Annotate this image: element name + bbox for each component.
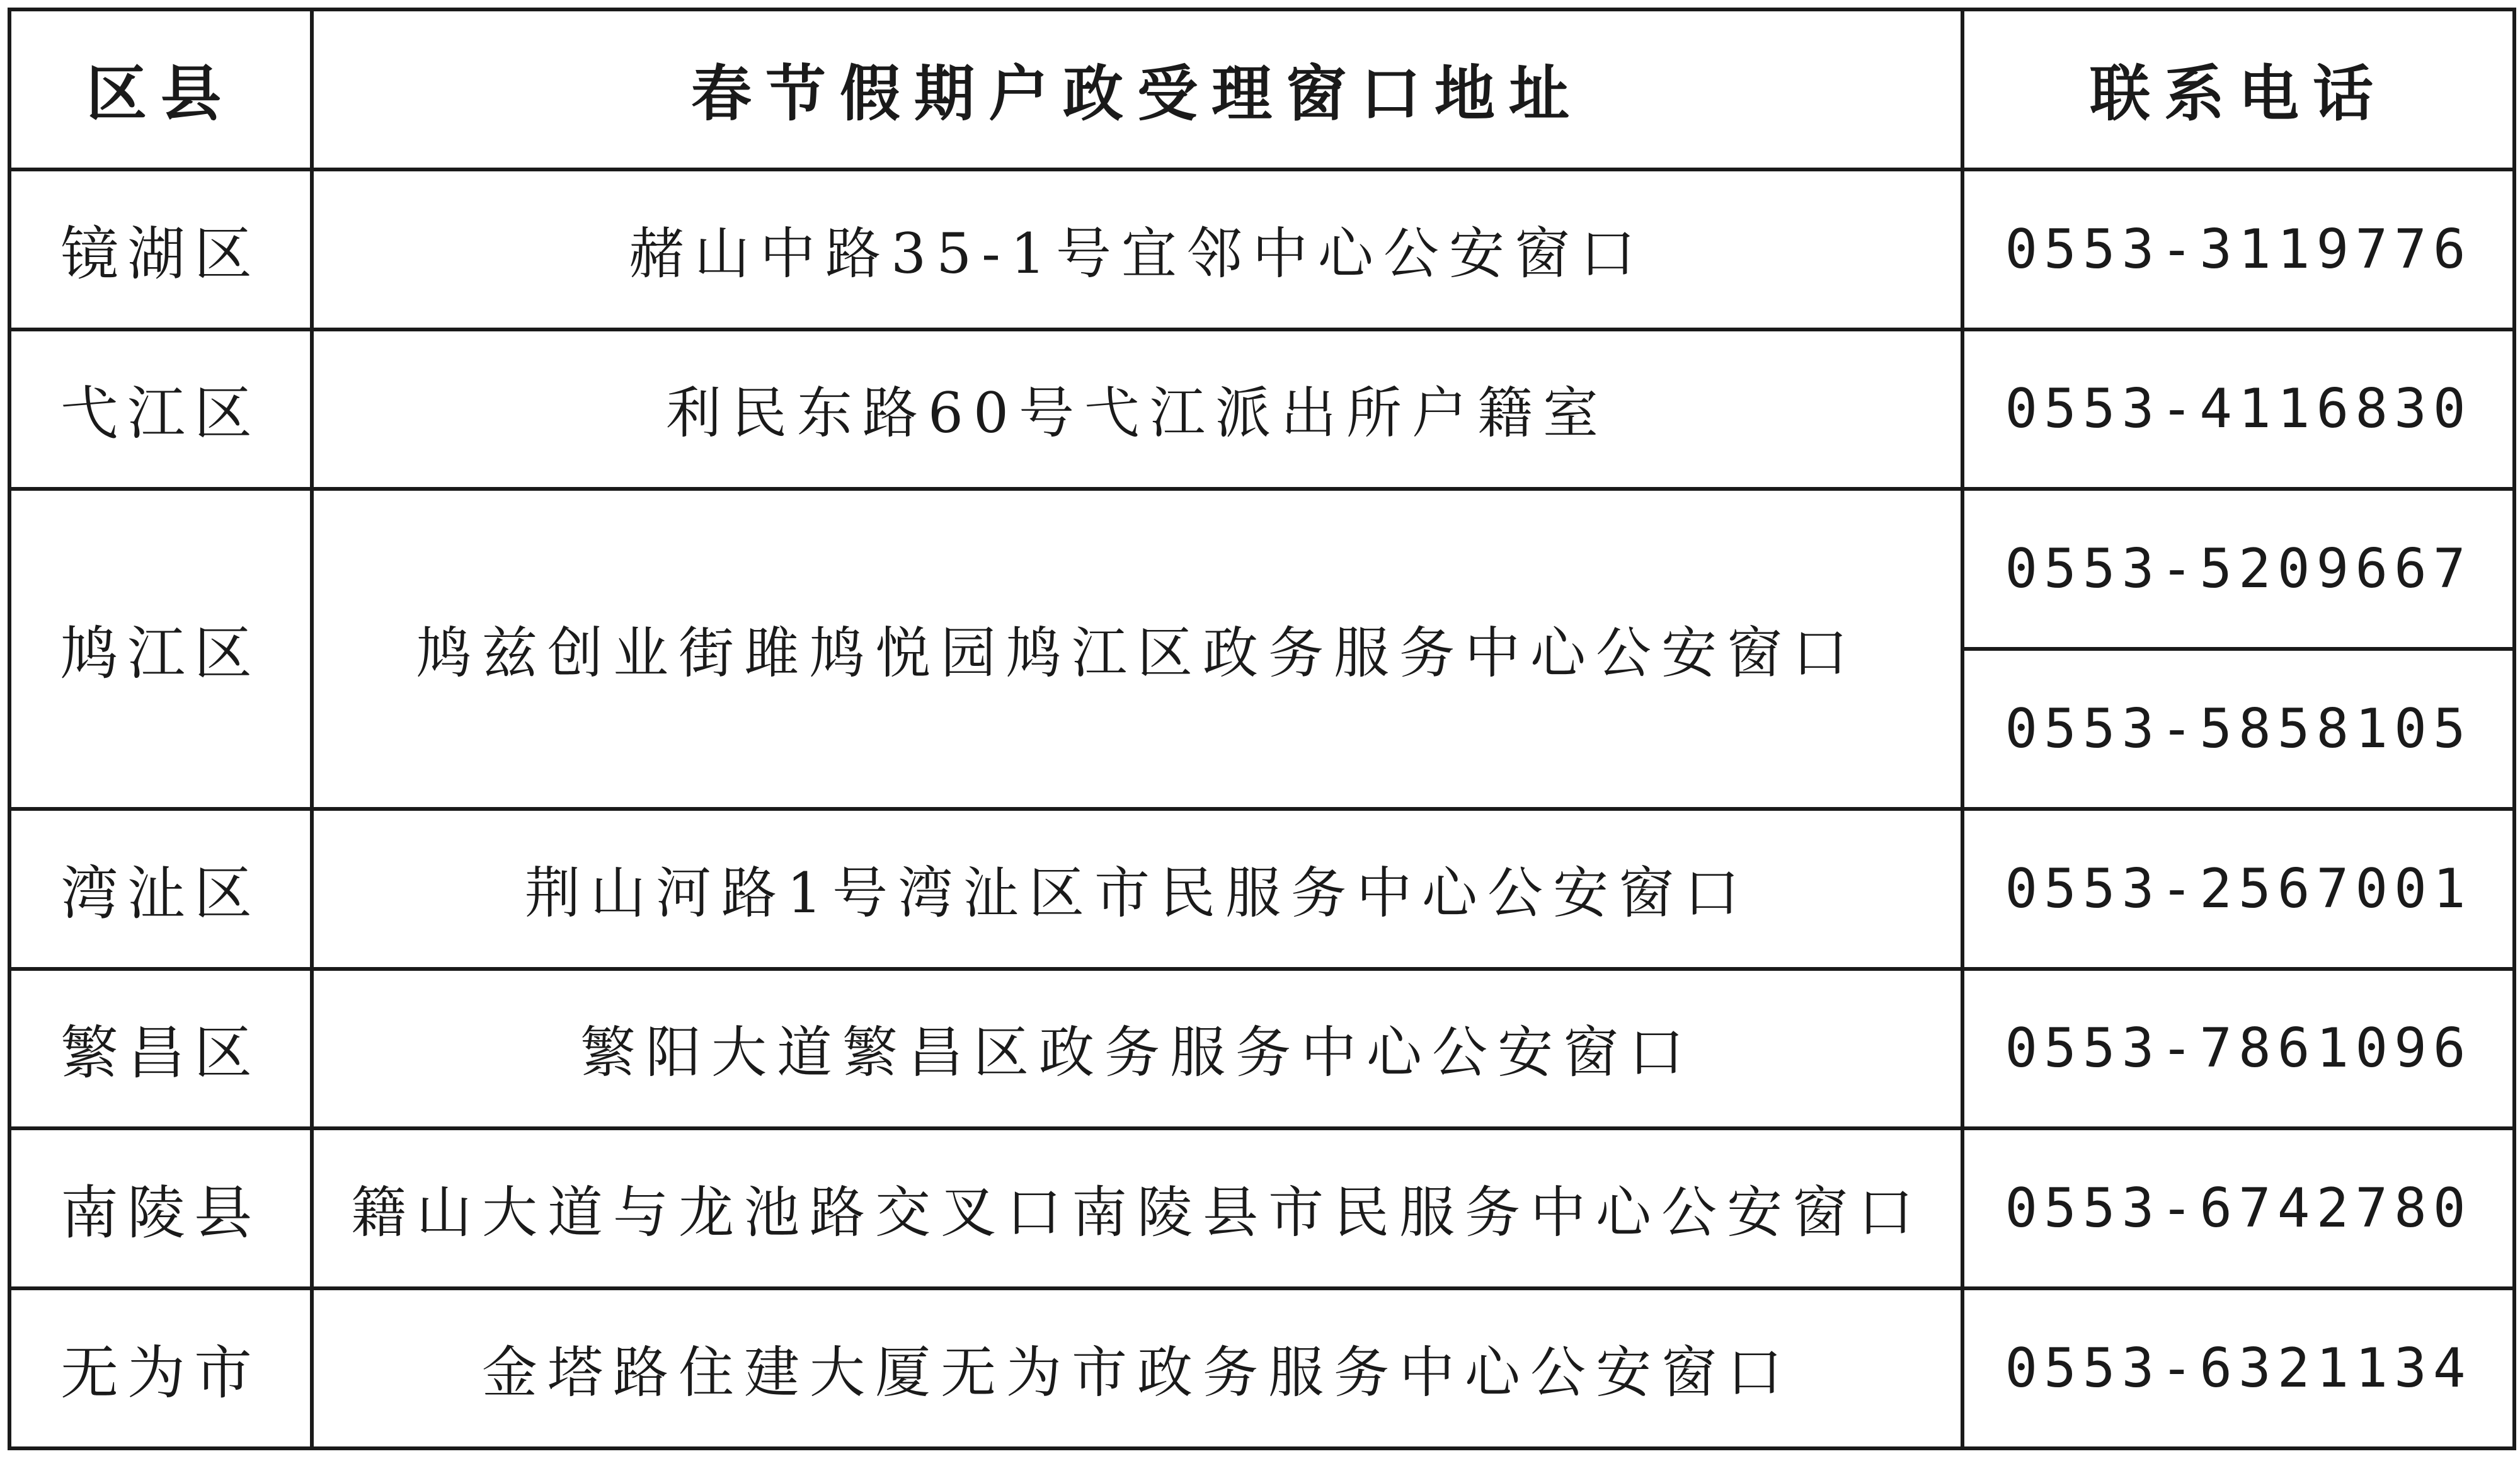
table-row <box>9 329 2514 490</box>
phone-cell: 0553-7861096 <box>1962 969 2514 1129</box>
district-cell: 鸠江区 <box>9 489 312 809</box>
table-row <box>9 1128 2514 1288</box>
phone-cell: 0553-6742780 <box>1962 1128 2514 1288</box>
phone-cell: 0553-6321134 <box>1962 1288 2514 1448</box>
phone-cell: 0553-5209667 <box>1962 489 2514 649</box>
address-cell: 籍山大道与龙池路交叉口南陵县市民服务中心公安窗口 <box>312 1128 1962 1288</box>
header-district: 区县 <box>9 9 312 169</box>
table-row <box>9 969 2514 1129</box>
header-phone: 联系电话 <box>1962 9 2514 169</box>
district-cell: 湾沚区 <box>9 809 312 969</box>
address-cell: 荆山河路1号湾沚区市民服务中心公安窗口 <box>312 809 1962 969</box>
phone-cell: 0553-3119776 <box>1962 169 2514 329</box>
table-row <box>9 489 2514 649</box>
district-cell: 南陵县 <box>9 1128 312 1288</box>
header-address: 春节假期户政受理窗口地址 <box>312 9 1962 169</box>
phone-cell: 0553-2567001 <box>1962 809 2514 969</box>
address-cell: 繁阳大道繁昌区政务服务中心公安窗口 <box>312 969 1962 1129</box>
holiday-window-table <box>8 8 2516 1450</box>
table-row <box>9 169 2514 329</box>
district-cell: 镜湖区 <box>9 169 312 329</box>
table-row <box>9 1288 2514 1448</box>
district-cell: 弋江区 <box>9 329 312 490</box>
district-cell: 无为市 <box>9 1288 312 1448</box>
address-cell: 利民东路60号弋江派出所户籍室 <box>312 329 1962 490</box>
address-cell: 金塔路住建大厦无为市政务服务中心公安窗口 <box>312 1288 1962 1448</box>
district-cell: 繁昌区 <box>9 969 312 1129</box>
table-row <box>9 809 2514 969</box>
phone-cell: 0553-4116830 <box>1962 329 2514 490</box>
address-cell: 鸠兹创业街雎鸠悦园鸠江区政务服务中心公安窗口 <box>312 489 1962 809</box>
header-row <box>9 9 2514 169</box>
address-cell: 赭山中路35-1号宜邻中心公安窗口 <box>312 169 1962 329</box>
phone-cell: 0553-5858105 <box>1962 649 2514 809</box>
